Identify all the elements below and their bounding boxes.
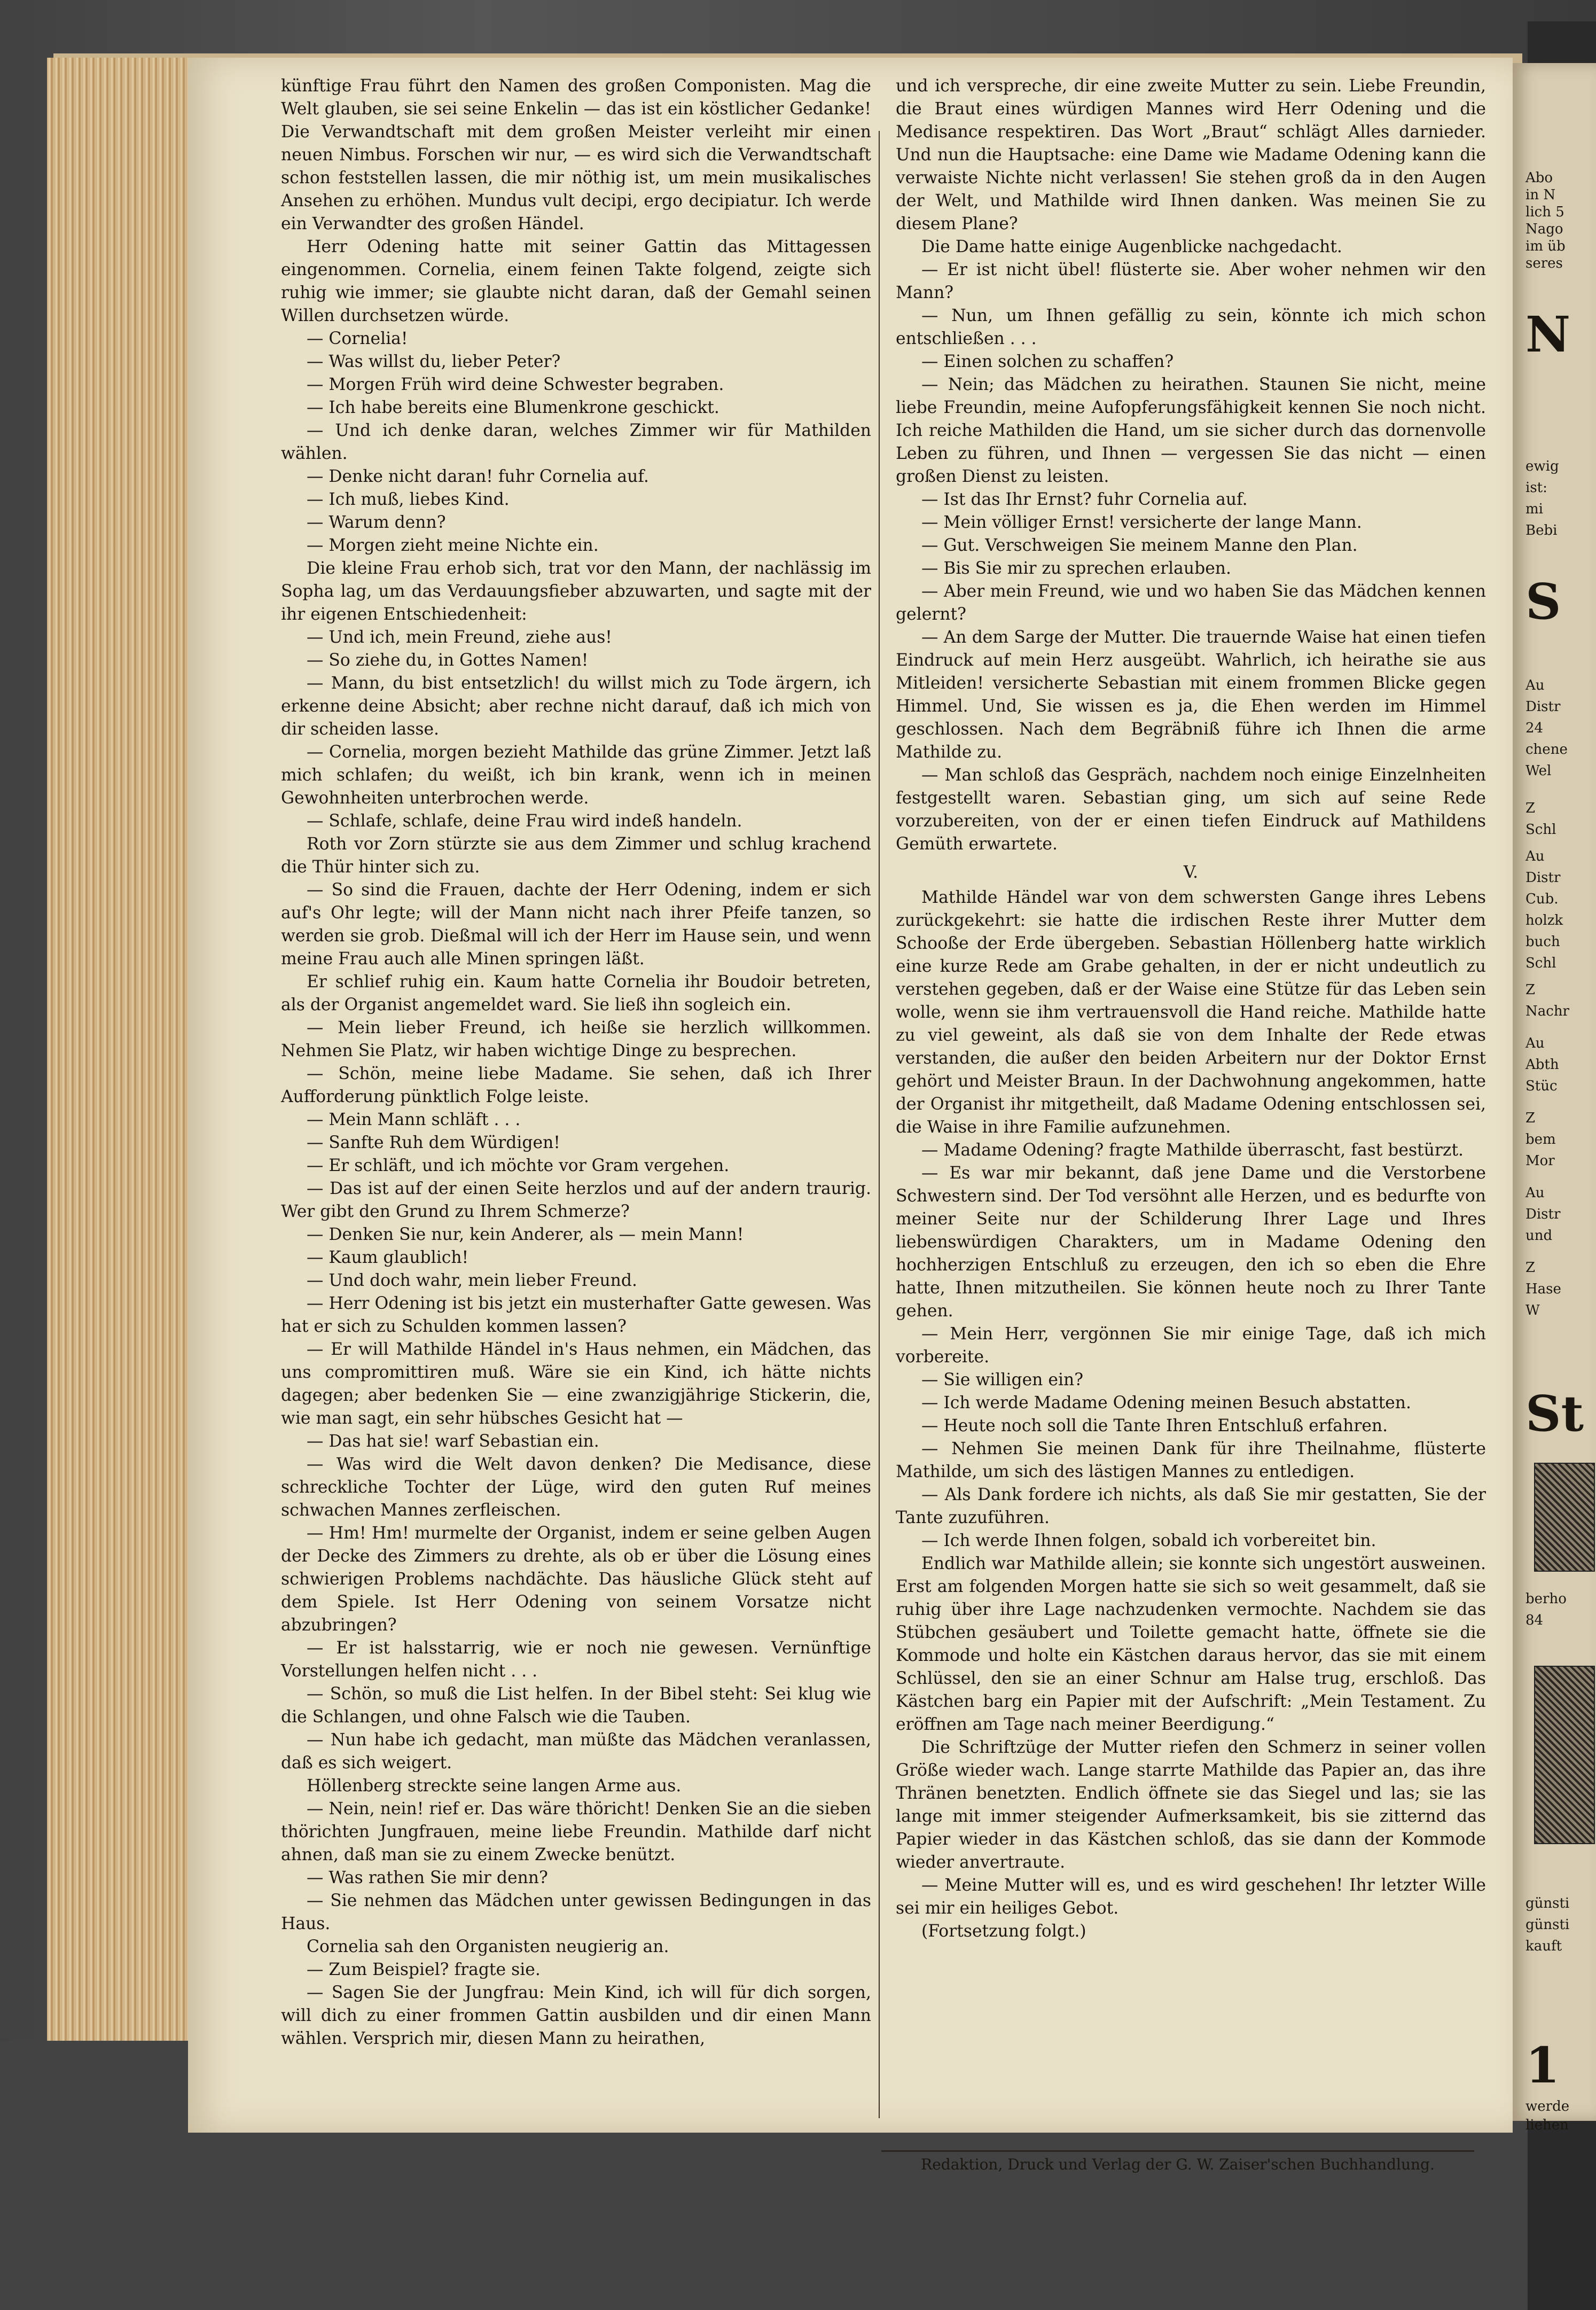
paragraph: (Fortsetzung folgt.) <box>921 1922 1086 1941</box>
fragment-text: ist: <box>1525 480 1547 496</box>
paragraph: Er schlief ruhig ein. Kaum hatte Cornelia ihr Boudoir betreten, als der Organist angemeldet ward. Sie ließ ihn sogleich ein. <box>281 972 871 1014</box>
paragraph: — Zum Beispiel? fragte sie. <box>307 1960 541 1979</box>
fragment-text: Z <box>1525 1110 1536 1126</box>
paragraph: Endlich war Mathilde allein; sie konnte sich ungestört ausweinen. Erst am folgenden Morgen hatte sie sich so weit gesammelt, daß sie ruhig über ihre Lage nachzudenken vermochte. Nachdem sie das Stübchen gesäubert und Toilette gemacht hatte, öffnete sie die Kommode und holte ein Kästchen daraus hervor, das sie mit einem Schlüssel, den sie an einer Schnur am Halse trug, erschloß. Das Kästchen barg ein Papier mit der Aufschrift: „Mein Testament. Zu eröffnen am Tage nach meiner Beerdigung.“ <box>896 1554 1486 1734</box>
fragment-text: Schl <box>1525 955 1556 971</box>
paragraph: — An dem Sarge der Mutter. Die trauernde Waise hat einen tiefen Eindruck auf mein Herz ausgeübt. Wahrlich, ich heirathe sie aus Mitleiden! versicherte Sebastian mit einem frommen Blicke gegen Himmel. Und, Sie wissen es ja, die Ehen werden im Himmel geschlossen. Nach dem Begräbniß führe ich Ihnen die arme Mathilde zu. <box>896 628 1486 762</box>
fragment-heading: St <box>1525 1385 1584 1442</box>
paragraph: — Ich werde Madame Odening meinen Besuch abstatten. <box>921 1393 1411 1412</box>
paragraph: — So ziehe du, in Gottes Namen! <box>307 651 589 670</box>
fragment-heading: 1 <box>1525 2036 1560 2094</box>
paragraph: — Einen solchen zu schaffen? <box>921 352 1174 371</box>
paragraph: — Ich muß, liebes Kind. <box>307 490 510 509</box>
paragraph: — Er will Mathilde Händel in's Haus nehmen, ein Mädchen, das uns compromittiren muß. Wäre sie ein Kind, ich hätte nichts dagegen; aber bedenken Sie — eine zwanzigjährige Stickerin, die, wie man sagt, ein sehr hübsches Gesicht hat — <box>281 1340 871 1428</box>
paragraph: — Gut. Verschweigen Sie meinem Manne den Plan. <box>921 536 1358 555</box>
paragraph: — Warum denn? <box>307 513 446 532</box>
fragment-text: ewig <box>1525 458 1559 474</box>
fragment-text: Schl <box>1525 822 1556 838</box>
fragment-text: holzk <box>1525 912 1563 928</box>
paragraph: — Nein, nein! rief er. Das wäre thöricht! Denken Sie an die sieben thörichten Jungfrauen, meine liebe Freundin. Mathilde darf nicht ahnen, daß man sie zu einem Zwecke benützt. <box>281 1799 871 1864</box>
paragraph: — Cornelia! <box>307 329 408 348</box>
left-column <box>281 75 871 2050</box>
paragraph: — Ich habe bereits eine Blumenkrone geschickt. <box>307 398 719 417</box>
fragment-text: liehen <box>1525 2117 1569 2133</box>
paragraph: — Man schloß das Gespräch, nachdem noch einige Einzelnheiten festgestellt waren. Sebastian ging, um sich auf seine Rede vorzubereiten, von der er einen tiefen Eindruck auf Mathildens Gemüth erwartete. <box>896 766 1486 854</box>
paragraph: — Aber mein Freund, wie und wo haben Sie das Mädchen kennen gelernt? <box>896 582 1486 624</box>
right-column <box>896 75 1486 1943</box>
woodcut-illustration <box>1534 1463 1595 1572</box>
fragment-text: Distr <box>1525 1206 1561 1222</box>
paragraph: — Cornelia, morgen bezieht Mathilde das grüne Zimmer. Jetzt laß mich schlafen; du weißt, ich bin krank, wenn ich in meinen Gewohnheiten unterbrochen werde. <box>281 743 871 808</box>
page-stack-edges <box>47 58 198 2132</box>
fragment-text: im üb <box>1525 238 1566 254</box>
fragment-text: bem <box>1525 1131 1556 1148</box>
paragraph: — Und ich denke daran, welches Zimmer wir für Mathilden wählen. <box>281 421 871 463</box>
paragraph: — Morgen Früh wird deine Schwester begraben. <box>307 375 724 394</box>
fragment-text: Nago <box>1525 221 1563 237</box>
paragraph: — Es war mir bekannt, daß jene Dame und die Verstorbene Schwestern sind. Der Tod versöhnt alle Herzen, und es bedurfte von meiner Seite nur der Schilderung Ihrer Lage und Ihres liebenswürdigen Charakters, um in Madame Odening den hochherzigen Entschluß zu erzeugen, den ich so eben die Ehre hatte, Ihnen mitzutheilen. Sie können heute noch zu Ihrer Tante gehen. <box>896 1164 1486 1321</box>
paragraph: Cornelia sah den Organisten neugierig an. <box>307 1937 669 1956</box>
fragment-text: mi <box>1525 501 1543 517</box>
paragraph: — Sagen Sie der Jungfrau: Mein Kind, ich will für dich sorgen, will dich zu einer frommen Gattin ausbilden und dir einen Mann wählen. Versprich mir, diesen Mann zu heirathen, <box>281 1983 871 2048</box>
paragraph: — Meine Mutter will es, und es wird geschehen! Ihr letzter Wille sei mir ein heiliges Gebot. <box>896 1876 1486 1918</box>
fragment-text: Stüc <box>1525 1078 1558 1094</box>
imprint-rule <box>881 2150 1474 2152</box>
paragraph: — Schön, so muß die List helfen. In der Bibel steht: Sei klug wie die Schlangen, und ohne Falsch wie die Tauben. <box>281 1684 871 1727</box>
paragraph: — Kaum glaublich! <box>307 1248 469 1267</box>
paragraph: — Was willst du, lieber Peter? <box>307 352 561 371</box>
fragment-text: buch <box>1525 934 1560 950</box>
paragraph: — Mein völliger Ernst! versicherte der lange Mann. <box>921 513 1362 532</box>
paragraph: — Schön, meine liebe Madame. Sie sehen, daß ich Ihrer Aufforderung pünktlich Folge leiste. <box>281 1064 871 1106</box>
paragraph: — Als Dank fordere ich nichts, als daß Sie mir gestatten, Sie der Tante zuzuführen. <box>896 1485 1486 1527</box>
paragraph: — Morgen zieht meine Nichte ein. <box>307 536 599 555</box>
fragment-text: berho <box>1525 1591 1567 1607</box>
fragment-text: Distr <box>1525 699 1561 715</box>
paragraph: — Und doch wahr, mein lieber Freund. <box>307 1271 637 1290</box>
paragraph: — Heute noch soll die Tante Ihren Entschluß erfahren. <box>921 1416 1388 1435</box>
woodcut-illustration <box>1534 1666 1595 1844</box>
fragment-text: Z <box>1525 800 1536 816</box>
fragment-text: Mor <box>1525 1153 1555 1169</box>
fragment-text: Au <box>1525 848 1545 864</box>
paragraph: — Ist das Ihr Ernst? fuhr Cornelia auf. <box>921 490 1248 509</box>
fragment-text: 84 <box>1525 1612 1544 1628</box>
fragment-text: Z <box>1525 982 1536 998</box>
paragraph: künftige Frau führt den Namen des großen Componisten. Mag die Welt glauben, sie sei seine Enkelin — das ist ein köstlicher Gedanke! Die Verwandtschaft mit dem großen Meister verleiht mir einen neuen Nimbus. Forschen wir nur, — es wird sich die Verwandtschaft schon feststellen lassen, die mir nöthig ist, um mein musikalisches Ansehen zu erhöhen. Mundus vult decipi, ergo decipiatur. Ich werde ein Verwandter des großen Händel. <box>281 76 871 233</box>
paragraph: Die kleine Frau erhob sich, trat vor den Mann, der nachlässig im Sopha lag, um das Verdauungsfieber abzuwarten, und sagte mit der ihr eigenen Entschiedenheit: <box>281 559 871 624</box>
fragment-text: seres <box>1525 255 1563 271</box>
paragraph: Die Schriftzüge der Mutter riefen den Schmerz in seiner vollen Größe wieder wach. Lange starrte Mathilde das Papier an, das ihre Thränen benetzten. Endlich öffnete sie das Siegel und las; sie las lange mit immer steigender Aufmerksamkeit, bis sie zitternd das Papier wieder in das Kästchen schloß, das sie dann der Kommode wieder anvertraute. <box>896 1738 1486 1872</box>
fragment-text: Wel <box>1525 763 1552 779</box>
paragraph: — Nun habe ich gedacht, man müßte das Mädchen veranlassen, daß es sich weigert. <box>281 1730 871 1773</box>
paragraph: und ich verspreche, dir eine zweite Mutter zu sein. Liebe Freundin, die Braut eines würdigen Mannes wird Herr Odening und die Medisance respektiren. Das Wort „Braut“ schlägt Alles darnieder. Und nun die Hauptsache: eine Dame wie Madame Odening kann die verwaiste Nichte nicht verlassen! Sie stehen groß da in den Augen der Welt, und Mathilde wird Ihnen danken. Was meinen Sie zu diesem Plane? <box>896 76 1486 233</box>
fragment-text: Abth <box>1525 1057 1559 1073</box>
fragment-text: Au <box>1525 1185 1545 1201</box>
fragment-text: 24 <box>1525 720 1544 736</box>
fragment-text: Abo <box>1525 170 1553 186</box>
paragraph: — Hm! Hm! murmelte der Organist, indem er seine gelben Augen der Decke des Zimmers zu drehte, als ob er über die Lösung eines schwierigen Problems nachdächte. Das häusliche Glück steht auf dem Spiele. Ist Herr Odening von seinem Vorsatze nicht abzubringen? <box>281 1524 871 1635</box>
paragraph: — Denke nicht daran! fuhr Cornelia auf. <box>307 467 649 486</box>
fragment-text: Cub. <box>1525 891 1559 907</box>
column-divider <box>879 131 880 2118</box>
fragment-text: Z <box>1525 1260 1536 1276</box>
paragraph: — Madame Odening? fragte Mathilde überrascht, fast bestürzt. <box>921 1141 1464 1160</box>
paragraph: — Das hat sie! warf Sebastian ein. <box>307 1432 599 1451</box>
fragment-heading: S <box>1525 573 1561 630</box>
paragraph: — Sie nehmen das Mädchen unter gewissen Bedingungen in das Haus. <box>281 1891 871 1933</box>
fragment-text: werde <box>1525 2098 1570 2114</box>
paragraph: — Bis Sie mir zu sprechen erlauben. <box>921 559 1231 578</box>
paragraph: — So sind die Frauen, dachte der Herr Odening, indem er sich auf's Ohr legte; will der Mann nicht nach ihrer Pfeife tanzen, so werden sie grob. Dießmal will ich der Herr im Hause sein, und wenn meine Frau auch alle Minen springen läßt. <box>281 880 871 969</box>
paragraph: — Das ist auf der einen Seite herzlos und auf der andern traurig. Wer gibt den Grund zu Ihrem Schmerze? <box>281 1179 871 1221</box>
imprint-line: Redaktion, Druck und Verlag der G. W. Zaiser'schen Buchhandlung. <box>921 2156 1435 2173</box>
fragment-text: günsti <box>1525 1895 1570 1911</box>
paragraph: — Mein Mann schläft . . . <box>307 1110 521 1129</box>
fragment-text: Nachr <box>1525 1003 1569 1019</box>
paragraph: Mathilde Händel war von dem schwersten Gange ihres Lebens zurückgekehrt: sie hatte die irdischen Reste ihrer Mutter dem Schooße der Erde übergeben. Sebastian Höllenberg hatte wirklich eine kurze Rede am Grabe gehalten, in der er nicht undeutlich zu verstehen gegeben, daß er der Waise eine Stütze für das Leben sein wolle, wenn sie ihm vertrauensvoll die Hand reiche. Mathilde hatte zu viel geweint, als daß sie von dem Inhalte der Rede etwas verstanden, die außer den beiden Arbeitern nur der Doktor Ernst gehört und Meister Braun. In der Dachwohnung angekommen, hatte der Organist ihr mitgetheilt, daß Madame Odening entschlossen sei, die Waise in ihre Familie aufzunehmen. <box>896 888 1486 1137</box>
paragraph: Die Dame hatte einige Augenblicke nachgedacht. <box>921 237 1342 256</box>
paragraph: — Er ist nicht übel! flüsterte sie. Aber woher nehmen wir den Mann? <box>896 260 1486 302</box>
fragment-text: kauft <box>1525 1938 1562 1954</box>
paragraph: — Nein; das Mädchen zu heirathen. Staunen Sie nicht, meine liebe Freundin, meine Aufopferungsfähigkeit kennen Sie noch nicht. Ich reiche Mathilden die Hand, um sie sicher durch das dornenvolle Leben zu führen, und Ihnen — vergessen Sie das nicht — einen großen Dienst zu leisten. <box>896 375 1486 486</box>
paragraph: — Sanfte Ruh dem Würdigen! <box>307 1133 560 1152</box>
paragraph: — Ich werde Ihnen folgen, sobald ich vorbereitet bin. <box>921 1531 1376 1550</box>
fragment-text: W <box>1525 1302 1540 1318</box>
fragment-text: und <box>1525 1228 1553 1244</box>
fragment-heading: N <box>1525 306 1571 363</box>
paragraph: — Was wird die Welt davon denken? Die Medisance, diese schreckliche Tochter der Lüge, wird den guten Ruf meines schwachen Mannes zerfleischen. <box>281 1455 871 1520</box>
fragment-text: Bebi <box>1525 522 1558 539</box>
paragraph: — Nun, um Ihnen gefällig zu sein, könnte ich mich schon entschließen . . . <box>896 306 1486 348</box>
chapter-heading: V. <box>1183 863 1199 882</box>
fragment-text: günsti <box>1525 1917 1570 1933</box>
fragment-text: lich 5 <box>1525 204 1564 220</box>
paragraph: — Herr Odening ist bis jetzt ein musterhafter Gatte gewesen. Was hat er sich zu Schulden kommen lassen? <box>281 1294 871 1336</box>
paragraph: — Mein lieber Freund, ich heiße sie herzlich willkommen. Nehmen Sie Platz, wir haben wichtige Dinge zu besprechen. <box>281 1018 871 1060</box>
paragraph: — Sie willigen ein? <box>921 1370 1084 1390</box>
paragraph: — Mann, du bist entsetzlich! du willst mich zu Tode ärgern, ich erkenne deine Absicht; aber rechne nicht darauf, daß ich mich von dir scheiden lasse. <box>281 674 871 739</box>
fragment-text: Hase <box>1525 1281 1561 1297</box>
fragment-text: Au <box>1525 677 1545 693</box>
fragment-text: Distr <box>1525 870 1561 886</box>
paragraph: — Was rathen Sie mir denn? <box>307 1868 548 1887</box>
paragraph: Höllenberg streckte seine langen Arme aus. <box>307 1776 682 1796</box>
fragment-text: chene <box>1525 742 1568 758</box>
paragraph: Roth vor Zorn stürzte sie aus dem Zimmer und schlug krachend die Thür hinter sich zu. <box>281 834 871 877</box>
paragraph: — Denken Sie nur, kein Anderer, als — mein Mann! <box>307 1225 744 1244</box>
paragraph: — Mein Herr, vergönnen Sie mir einige Tage, daß ich mich vorbereite. <box>896 1324 1486 1367</box>
paragraph: Herr Odening hatte mit seiner Gattin das Mittagessen eingenommen. Cornelia, einem feinen Takte folgend, zeigte sich ruhig wie immer; sie glaubte nicht daran, daß der Gemahl seinen Willen durchsetzen würde. <box>281 237 871 325</box>
fragment-text: Au <box>1525 1035 1545 1051</box>
paragraph: — Er schläft, und ich möchte vor Gram vergehen. <box>307 1156 730 1175</box>
fragment-text: in N <box>1525 187 1556 203</box>
paragraph: — Schlafe, schlafe, deine Frau wird indeß handeln. <box>307 811 742 831</box>
paragraph: — Nehmen Sie meinen Dank für ihre Theilnahme, flüsterte Mathilde, um sich des lästigen Mannes zu entledigen. <box>896 1439 1486 1481</box>
paragraph: — Und ich, mein Freund, ziehe aus! <box>307 628 612 647</box>
adjacent-page-strip <box>1513 63 1596 2133</box>
paragraph: — Er ist halsstarrig, wie er noch nie gewesen. Vernünftige Vorstellungen helfen nicht . . . <box>281 1638 871 1681</box>
